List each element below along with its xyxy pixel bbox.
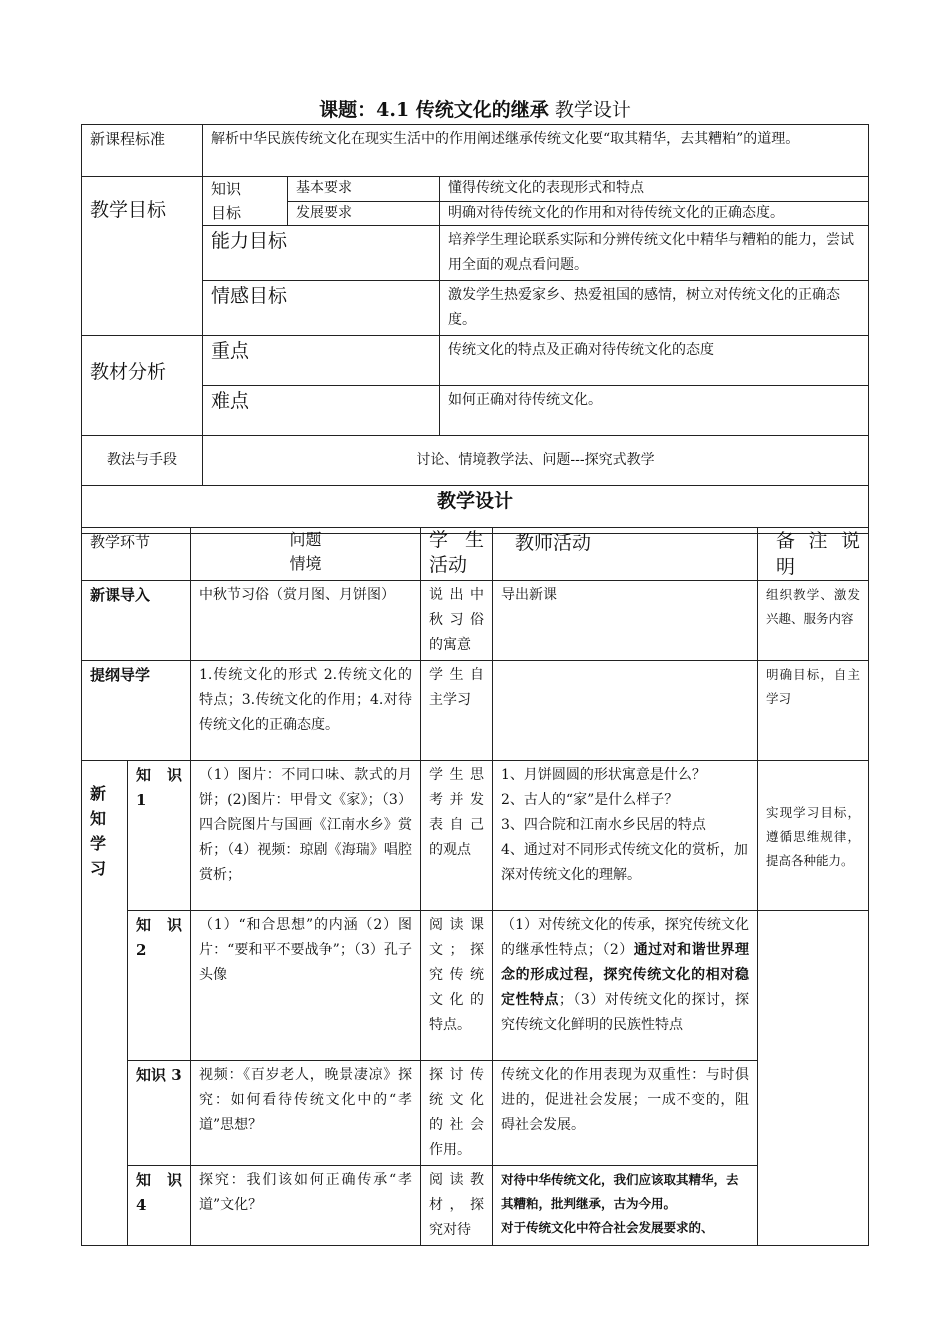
page-title	[0, 96, 950, 124]
k2-teacher-c: ；（3）对传统文化的探讨，探究传统文化鲜明的民族性特点	[501, 992, 750, 1033]
k4-teacher	[493, 1166, 758, 1246]
dev-label: 发展要求	[288, 201, 440, 226]
difficulty-text: 如何正确对待传统文化。	[440, 386, 869, 436]
header-problem-2: 情境	[289, 554, 322, 573]
intro-row	[82, 581, 869, 661]
stage-char-1: 新	[90, 784, 107, 803]
standard-label: 新课程标准	[82, 125, 203, 177]
k2-teacher-b: 通过对和谐世界理念的形成过程，探究传统文化的相对稳定性特点	[501, 942, 750, 1008]
title-bold: 课题：4.1 传统文化的继承	[319, 99, 549, 121]
method-text: 讨论、情境教学法、问题---探究式教学	[203, 436, 869, 486]
basic-label: 基本要求	[288, 177, 440, 202]
k2-problem: （1）“和合思想”的内涵（2）图片：“要和平不要战争”；（3）孔子头像	[191, 911, 421, 1061]
outline-note: 明确目标，自主学习	[758, 661, 869, 761]
k3-label: 知识 3	[128, 1061, 191, 1166]
header-stage: 教学环节	[82, 528, 191, 581]
outline-stage: 提纲导学	[82, 661, 191, 761]
goals-label	[82, 177, 203, 336]
k1-teacher-line-1: 1、月饼圆圆的形状寓意是什么？	[501, 767, 706, 783]
k2-student: 阅读课文；探究传统文化的特点。	[421, 911, 493, 1061]
stage-char-2: 知	[90, 809, 107, 828]
new-learning-note: 实现学习目标，遵循思维规律，提高各种能力。	[758, 761, 869, 911]
material-label: 教材分析	[82, 336, 203, 436]
key-text: 传统文化的特点及正确对待传统文化的态度	[440, 336, 869, 386]
goals-label-text: 教学目标	[90, 199, 167, 221]
k3-student: 探讨传统文化的社会作用。	[421, 1061, 493, 1166]
basic-text: 懂得传统文化的表现形式和特点	[440, 177, 869, 202]
knowledge-label-2: 目标	[211, 204, 242, 222]
k4-student: 阅读教材，探究对待	[421, 1166, 493, 1246]
header-student: 学 生 活动	[421, 528, 493, 581]
knowledge-label	[203, 177, 288, 226]
method-row	[82, 436, 869, 486]
emotion-text: 激发学生热爱家乡、热爱祖国的感情，树立对传统文化的正确态度。	[440, 281, 869, 336]
design-table	[81, 527, 869, 1246]
method-label: 教法与手段	[82, 436, 203, 486]
k3-problem: 视频：《百岁老人，晚景凄凉》探究：如何看待传统文化中的“孝道”思想？	[191, 1061, 421, 1166]
stage-char-3: 学	[90, 834, 107, 853]
k1-student: 学生思考并发表自己的观点	[421, 761, 493, 911]
intro-stage: 新课导入	[82, 581, 191, 661]
k-empty-note	[758, 911, 869, 1246]
k1-teacher	[493, 761, 758, 911]
k1-row	[82, 761, 869, 911]
emotion-label: 情感目标	[203, 281, 440, 336]
outline-student: 学生自主学习	[421, 661, 493, 761]
intro-teacher: 导出新课	[493, 581, 758, 661]
k4-teacher-line-2: 对于传统文化中符合社会发展要求的、	[501, 1220, 714, 1235]
k1-teacher-line-2: 2、古人的“家”是什么样子？	[501, 792, 679, 808]
k3-teacher: 传统文化的作用表现为双重性：与时俱进的，促进社会发展；一成不变的，阻碍社会发展。	[493, 1061, 758, 1166]
k2-teacher-a: （1）对传统文化的传承，探究传统文化的继承性特点；（2）	[501, 917, 750, 958]
k2-teacher	[493, 911, 758, 1061]
dev-text: 明确对待传统文化的作用和对待传统文化的正确态度。	[440, 201, 869, 226]
k3-row	[82, 1061, 869, 1166]
header-problem-1: 问题	[289, 530, 322, 549]
intro-note: 组织教学、激发兴趣、服务内容	[758, 581, 869, 661]
outline-problem: 1.传统文化的形式 2.传统文化的特点；3.传统文化的作用；4.对待传统文化的正确态度。	[191, 661, 421, 761]
k1-teacher-line-4: 4、通过对不同形式传统文化的赏析，加深对传统文化的理解。	[501, 842, 748, 883]
k4-teacher-line-1: 对待中华传统文化，我们应该取其精华，去其糟粕，批判继承，古为今用。	[501, 1172, 739, 1211]
k4-problem: 探究：我们该如何正确传承“孝道”文化？	[191, 1166, 421, 1246]
header-note: 备 注 说 明	[758, 528, 869, 581]
title-rest: 教学设计	[548, 99, 631, 121]
overview-table	[81, 124, 869, 534]
basic-row	[82, 177, 869, 202]
intro-problem: 中秋节习俗（赏月图、月饼图）	[191, 581, 421, 661]
k2-label: 知 识 2	[128, 911, 191, 1061]
header-row	[82, 528, 869, 581]
key-row	[82, 336, 869, 386]
outline-row	[82, 661, 869, 761]
k4-label: 知 识 4	[128, 1166, 191, 1246]
outline-teacher	[493, 661, 758, 761]
standard-row	[82, 125, 869, 177]
difficulty-label: 难点	[203, 386, 440, 436]
k1-problem: （1）图片：不同口味、款式的月饼；(2)图片：甲骨文《家》；（3）四合院图片与国画《江南水乡》赏析；（4）视频：琼剧《海瑞》唱腔赏析；	[191, 761, 421, 911]
standard-text: 解析中华民族传统文化在现实生活中的作用阐述继承传统文化要“取其精华，去其糟粕”的道理。	[203, 125, 869, 177]
k4-row	[82, 1166, 869, 1246]
key-label: 重点	[203, 336, 440, 386]
header-teacher: 教师活动	[493, 528, 758, 581]
k1-label: 知 识 1	[128, 761, 191, 911]
intro-student: 说出中秋习俗的寓意	[421, 581, 493, 661]
ability-text: 培养学生理论联系实际和分辨传统文化中精华与糟粕的能力，尝试用全面的观点看问题。	[440, 226, 869, 281]
stage-char-4: 习	[90, 859, 107, 878]
ability-label: 能力目标	[203, 226, 440, 281]
k1-teacher-line-3: 3、四合院和江南水乡民居的特点	[501, 817, 706, 833]
new-learning-stage	[82, 761, 128, 1246]
k2-row	[82, 911, 869, 1061]
header-problem	[191, 528, 421, 581]
design-heading: 教学设计	[82, 486, 869, 534]
knowledge-label-1: 知识	[211, 180, 242, 198]
